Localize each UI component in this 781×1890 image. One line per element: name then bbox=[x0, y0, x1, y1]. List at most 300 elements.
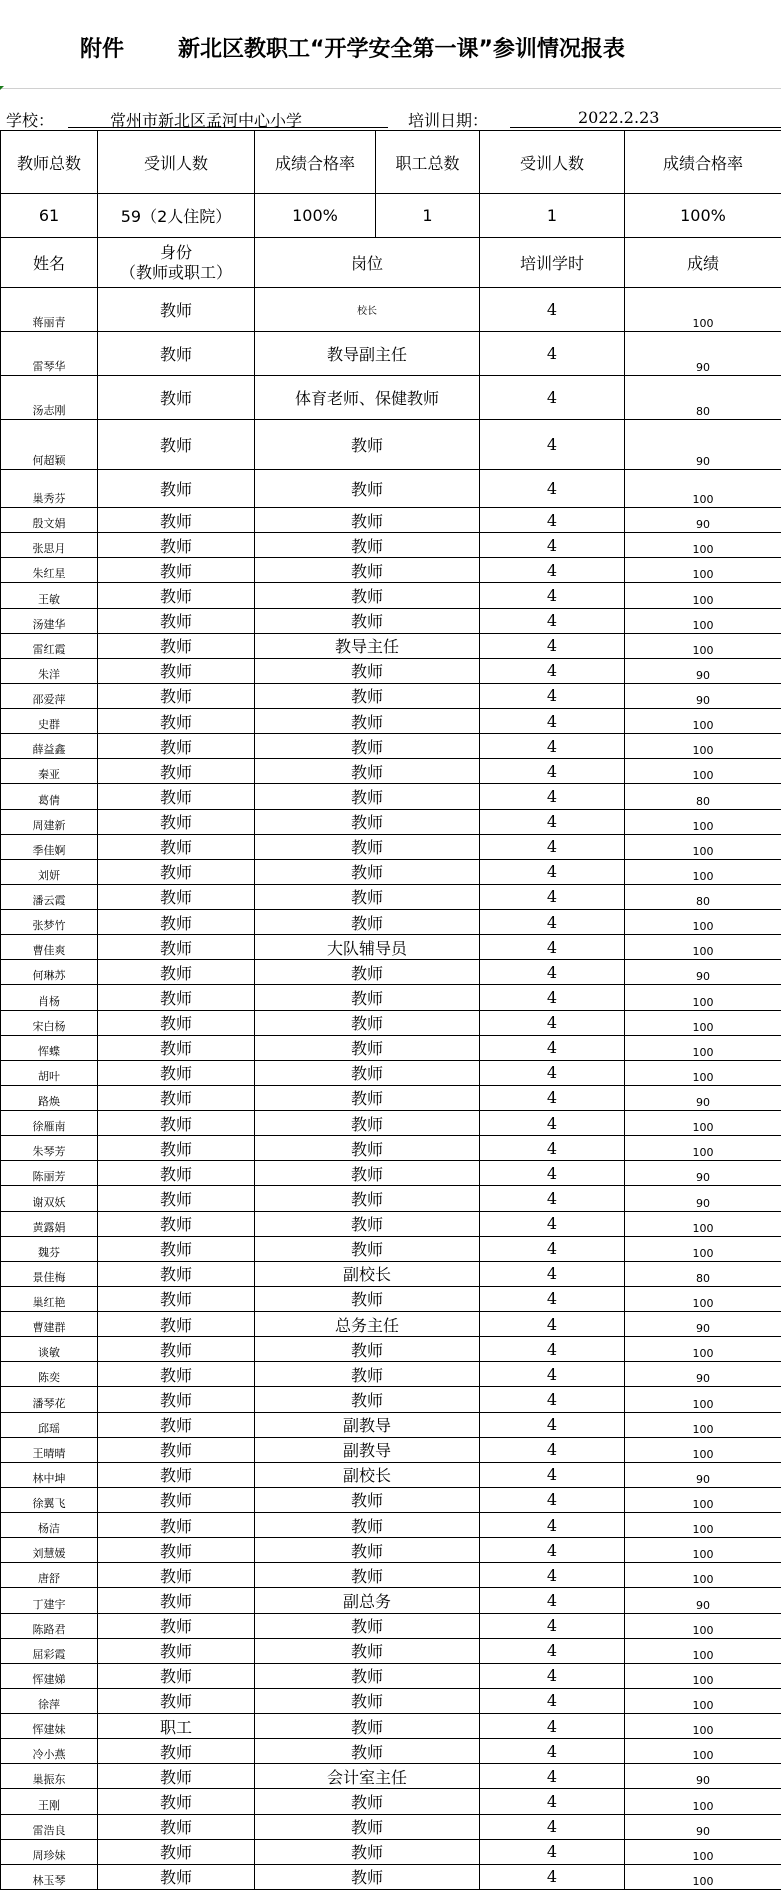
staff-score-cell bbox=[625, 859, 781, 884]
staff-name-cell bbox=[1, 1864, 98, 1889]
staff-name-cell-text: 谢双妖 bbox=[33, 1194, 66, 1211]
staff-row bbox=[1, 1010, 781, 1035]
staff-name-cell bbox=[1, 1663, 98, 1688]
staff-hours-cell: 4 bbox=[480, 376, 625, 420]
staff-identity-cell: 教师 bbox=[98, 1412, 255, 1437]
staff-score-cell-text: 100 bbox=[693, 996, 714, 1010]
staff-score-cell bbox=[625, 985, 781, 1010]
staff-post-cell: 教师 bbox=[255, 784, 480, 809]
staff-post-cell: 教师 bbox=[255, 1563, 480, 1588]
staff-score-cell bbox=[625, 1136, 781, 1161]
staff-name-cell bbox=[1, 1462, 98, 1487]
staff-score-cell-text: 100 bbox=[693, 1423, 714, 1437]
staff-score-cell-text: 100 bbox=[693, 744, 714, 758]
staff-identity-cell: 教师 bbox=[98, 420, 255, 470]
staff-score-cell-text: 100 bbox=[693, 1247, 714, 1261]
staff-row bbox=[1, 1789, 781, 1814]
staff-row bbox=[1, 1663, 781, 1688]
staff-score-cell-text: 100 bbox=[693, 568, 714, 582]
staff-hours-cell: 4 bbox=[480, 1839, 625, 1864]
staff-name-cell-text: 刘慧媛 bbox=[33, 1545, 66, 1562]
staff-score-cell-text: 100 bbox=[693, 1121, 714, 1135]
staff-name-cell bbox=[1, 1211, 98, 1236]
summary-header-cell: 受训人数 bbox=[480, 131, 625, 194]
staff-name-cell bbox=[1, 784, 98, 809]
staff-row bbox=[1, 1211, 781, 1236]
staff-hours-cell: 4 bbox=[480, 1688, 625, 1713]
staff-name-cell-text: 恽建妹 bbox=[33, 1721, 66, 1738]
staff-hours-cell: 4 bbox=[480, 834, 625, 859]
staff-score-cell-text: 100 bbox=[693, 1800, 714, 1814]
staff-name-cell-text: 周建新 bbox=[33, 817, 66, 834]
staff-hours-cell: 4 bbox=[480, 1387, 625, 1412]
staff-row bbox=[1, 1538, 781, 1563]
staff-score-cell bbox=[625, 809, 781, 834]
staff-name-cell bbox=[1, 1261, 98, 1286]
staff-score-cell-text: 90 bbox=[696, 970, 710, 984]
staff-identity-cell: 教师 bbox=[98, 1261, 255, 1286]
staff-score-cell-text: 80 bbox=[696, 1272, 710, 1286]
staff-name-cell-text: 史群 bbox=[38, 716, 60, 733]
staff-row bbox=[1, 420, 781, 470]
staff-hours-cell: 4 bbox=[480, 1035, 625, 1060]
staff-hours-cell: 4 bbox=[480, 734, 625, 759]
staff-identity-cell: 教师 bbox=[98, 734, 255, 759]
staff-score-cell bbox=[625, 1538, 781, 1563]
staff-score-cell-text: 100 bbox=[693, 1548, 714, 1562]
staff-row bbox=[1, 1513, 781, 1538]
staff-name-cell bbox=[1, 1186, 98, 1211]
staff-name-cell bbox=[1, 1563, 98, 1588]
score-column-header: 成绩 bbox=[625, 238, 781, 288]
staff-name-cell bbox=[1, 470, 98, 508]
staff-identity-cell: 教师 bbox=[98, 1739, 255, 1764]
staff-score-cell bbox=[625, 1764, 781, 1789]
staff-score-cell bbox=[625, 1161, 781, 1186]
staff-name-cell bbox=[1, 332, 98, 376]
staff-identity-cell: 教师 bbox=[98, 759, 255, 784]
staff-score-cell bbox=[625, 1437, 781, 1462]
staff-name-cell bbox=[1, 1538, 98, 1563]
staff-post-cell: 教师 bbox=[255, 470, 480, 508]
staff-score-cell bbox=[625, 910, 781, 935]
staff-name-cell-text: 陈奕 bbox=[38, 1369, 60, 1386]
summary-header-cell: 职工总数 bbox=[376, 131, 480, 194]
staff-name-cell-text: 丁建宇 bbox=[33, 1596, 66, 1613]
staff-post-cell: 教师 bbox=[255, 1638, 480, 1663]
staff-hours-cell: 4 bbox=[480, 784, 625, 809]
staff-name-cell bbox=[1, 533, 98, 558]
staff-name-cell-text: 葛倩 bbox=[38, 792, 60, 809]
staff-row bbox=[1, 633, 781, 658]
staff-name-cell bbox=[1, 960, 98, 985]
staff-post-cell: 教师 bbox=[255, 1236, 480, 1261]
staff-score-cell-text: 100 bbox=[693, 1146, 714, 1160]
staff-post-cell: 教师 bbox=[255, 910, 480, 935]
staff-score-cell bbox=[625, 1487, 781, 1512]
staff-score-cell-text: 100 bbox=[693, 1875, 714, 1889]
staff-name-cell-text: 潘云霞 bbox=[33, 892, 66, 909]
staff-name-cell bbox=[1, 884, 98, 909]
staff-row bbox=[1, 1814, 781, 1839]
staff-score-cell-text: 90 bbox=[696, 361, 710, 375]
staff-name-cell bbox=[1, 1010, 98, 1035]
staff-name-cell bbox=[1, 834, 98, 859]
staff-post-cell: 教师 bbox=[255, 759, 480, 784]
staff-post-cell: 教师 bbox=[255, 834, 480, 859]
staff-name-cell-text: 屈彩霞 bbox=[33, 1646, 66, 1663]
staff-row bbox=[1, 1487, 781, 1512]
staff-name-cell-text: 张思月 bbox=[33, 540, 66, 557]
staff-row bbox=[1, 759, 781, 784]
summary-value-cell: 59（2人住院） bbox=[98, 194, 255, 238]
staff-name-cell-text: 邵爱萍 bbox=[33, 691, 66, 708]
staff-hours-cell: 4 bbox=[480, 910, 625, 935]
staff-row bbox=[1, 960, 781, 985]
staff-score-cell bbox=[625, 1412, 781, 1437]
staff-row bbox=[1, 1462, 781, 1487]
staff-score-cell bbox=[625, 1688, 781, 1713]
staff-hours-cell: 4 bbox=[480, 332, 625, 376]
staff-name-cell bbox=[1, 1487, 98, 1512]
staff-score-cell-text: 90 bbox=[696, 1197, 710, 1211]
staff-name-cell-text: 巢红艳 bbox=[33, 1294, 66, 1311]
attachment-label: 附件 bbox=[80, 32, 124, 63]
staff-hours-cell: 4 bbox=[480, 1060, 625, 1085]
identity-header-line2: （教师或职工） bbox=[98, 263, 254, 283]
summary-value-cell: 100% bbox=[625, 194, 781, 238]
staff-score-cell bbox=[625, 1588, 781, 1613]
staff-hours-cell: 4 bbox=[480, 1638, 625, 1663]
staff-row bbox=[1, 709, 781, 734]
staff-identity-cell: 教师 bbox=[98, 533, 255, 558]
staff-score-cell bbox=[625, 608, 781, 633]
name-column-header: 姓名 bbox=[1, 238, 98, 288]
staff-score-cell bbox=[625, 935, 781, 960]
staff-identity-cell: 教师 bbox=[98, 332, 255, 376]
staff-hours-cell: 4 bbox=[480, 583, 625, 608]
staff-post-cell: 教师 bbox=[255, 1714, 480, 1739]
staff-name-cell bbox=[1, 1437, 98, 1462]
staff-row bbox=[1, 884, 781, 909]
staff-name-cell-text: 雷浩良 bbox=[33, 1822, 66, 1839]
staff-score-cell-text: 100 bbox=[693, 1724, 714, 1738]
staff-hours-cell: 4 bbox=[480, 633, 625, 658]
staff-name-cell-text: 胡叶 bbox=[38, 1068, 60, 1085]
staff-identity-cell: 教师 bbox=[98, 1764, 255, 1789]
staff-row bbox=[1, 1739, 781, 1764]
staff-score-cell bbox=[625, 709, 781, 734]
staff-hours-cell: 4 bbox=[480, 709, 625, 734]
staff-identity-cell: 教师 bbox=[98, 1638, 255, 1663]
staff-identity-cell: 教师 bbox=[98, 1437, 255, 1462]
staff-score-cell bbox=[625, 1663, 781, 1688]
staff-hours-cell: 4 bbox=[480, 1487, 625, 1512]
staff-hours-cell: 4 bbox=[480, 658, 625, 683]
staff-post-cell: 教师 bbox=[255, 1789, 480, 1814]
staff-identity-cell: 教师 bbox=[98, 1688, 255, 1713]
staff-row bbox=[1, 1035, 781, 1060]
staff-identity-cell: 教师 bbox=[98, 633, 255, 658]
staff-hours-cell: 4 bbox=[480, 1362, 625, 1387]
staff-score-cell-text: 100 bbox=[693, 1573, 714, 1587]
staff-post-cell: 教师 bbox=[255, 859, 480, 884]
staff-hours-cell: 4 bbox=[480, 1513, 625, 1538]
staff-hours-cell: 4 bbox=[480, 1136, 625, 1161]
staff-post-cell: 体育老师、保健教师 bbox=[255, 376, 480, 420]
staff-hours-cell: 4 bbox=[480, 1161, 625, 1186]
staff-identity-cell: 教师 bbox=[98, 1814, 255, 1839]
staff-hours-cell: 4 bbox=[480, 683, 625, 708]
staff-identity-cell: 教师 bbox=[98, 683, 255, 708]
report-title: 新北区教职工“开学安全第一课”参训情况报表 bbox=[178, 32, 625, 63]
staff-score-cell-text: 100 bbox=[693, 1674, 714, 1688]
staff-identity-cell: 教师 bbox=[98, 583, 255, 608]
staff-post-cell: 教师 bbox=[255, 508, 480, 533]
staff-identity-cell: 职工 bbox=[98, 1714, 255, 1739]
staff-score-cell bbox=[625, 1839, 781, 1864]
staff-identity-cell: 教师 bbox=[98, 1462, 255, 1487]
staff-name-cell bbox=[1, 759, 98, 784]
staff-identity-cell: 教师 bbox=[98, 1613, 255, 1638]
staff-identity-cell: 教师 bbox=[98, 1186, 255, 1211]
staff-name-cell-text: 汤志刚 bbox=[33, 402, 66, 419]
staff-name-cell-text: 雷红霞 bbox=[33, 641, 66, 658]
staff-name-cell-text: 蒋丽青 bbox=[33, 314, 66, 331]
staff-post-cell: 教师 bbox=[255, 1688, 480, 1713]
staff-name-cell bbox=[1, 508, 98, 533]
staff-post-cell: 教导副主任 bbox=[255, 332, 480, 376]
staff-name-cell-text: 薛益鑫 bbox=[33, 741, 66, 758]
staff-name-cell-text: 徐雁南 bbox=[33, 1118, 66, 1135]
staff-hours-cell: 4 bbox=[480, 1588, 625, 1613]
staff-name-cell-text: 恽建娣 bbox=[33, 1671, 66, 1688]
staff-score-cell bbox=[625, 884, 781, 909]
staff-post-cell: 教师 bbox=[255, 420, 480, 470]
staff-name-cell-text: 王敏 bbox=[38, 591, 60, 608]
staff-name-cell bbox=[1, 1764, 98, 1789]
staff-hours-cell: 4 bbox=[480, 1337, 625, 1362]
summary-value-cell: 61 bbox=[1, 194, 98, 238]
staff-score-cell bbox=[625, 288, 781, 332]
staff-hours-cell: 4 bbox=[480, 1236, 625, 1261]
staff-name-cell bbox=[1, 1085, 98, 1110]
staff-post-cell: 教师 bbox=[255, 1337, 480, 1362]
staff-name-cell-text: 王刚 bbox=[38, 1797, 60, 1814]
staff-identity-cell: 教师 bbox=[98, 960, 255, 985]
staff-score-cell bbox=[625, 633, 781, 658]
staff-post-cell: 大队辅导员 bbox=[255, 935, 480, 960]
staff-score-cell-text: 100 bbox=[693, 1850, 714, 1864]
staff-row bbox=[1, 1688, 781, 1713]
staff-name-cell-text: 潘琴花 bbox=[33, 1395, 66, 1412]
staff-name-cell bbox=[1, 1814, 98, 1839]
staff-name-cell bbox=[1, 1839, 98, 1864]
cell-corner-marker bbox=[0, 86, 4, 90]
staff-row bbox=[1, 935, 781, 960]
staff-score-cell-text: 90 bbox=[696, 518, 710, 532]
staff-hours-cell: 4 bbox=[480, 759, 625, 784]
staff-name-cell bbox=[1, 376, 98, 420]
staff-identity-cell: 教师 bbox=[98, 1337, 255, 1362]
staff-row bbox=[1, 1186, 781, 1211]
staff-post-cell: 教师 bbox=[255, 1663, 480, 1688]
staff-row bbox=[1, 834, 781, 859]
staff-identity-cell: 教师 bbox=[98, 1010, 255, 1035]
staff-name-cell-text: 何超颖 bbox=[33, 452, 66, 469]
date-underline bbox=[510, 127, 781, 128]
staff-row bbox=[1, 583, 781, 608]
staff-post-cell: 教师 bbox=[255, 1513, 480, 1538]
staff-name-cell-text: 雷琴华 bbox=[33, 358, 66, 375]
staff-hours-cell: 4 bbox=[480, 985, 625, 1010]
staff-row bbox=[1, 1412, 781, 1437]
staff-hours-cell: 4 bbox=[480, 1010, 625, 1035]
staff-hours-cell: 4 bbox=[480, 1186, 625, 1211]
staff-post-cell: 教师 bbox=[255, 709, 480, 734]
staff-identity-cell: 教师 bbox=[98, 784, 255, 809]
staff-score-cell-text: 100 bbox=[693, 945, 714, 959]
staff-post-cell: 教师 bbox=[255, 658, 480, 683]
staff-identity-cell: 教师 bbox=[98, 1161, 255, 1186]
staff-post-cell: 副总务 bbox=[255, 1588, 480, 1613]
staff-hours-cell: 4 bbox=[480, 470, 625, 508]
staff-score-cell-text: 100 bbox=[693, 719, 714, 733]
staff-name-cell-text: 黄露娟 bbox=[33, 1219, 66, 1236]
staff-post-cell: 教师 bbox=[255, 1085, 480, 1110]
staff-score-cell-text: 100 bbox=[693, 769, 714, 783]
staff-post-cell: 教师 bbox=[255, 809, 480, 834]
staff-name-cell-text: 巢振东 bbox=[33, 1771, 66, 1788]
staff-post-cell: 教师 bbox=[255, 533, 480, 558]
staff-score-cell-text: 100 bbox=[693, 1498, 714, 1512]
staff-score-cell-text: 100 bbox=[693, 1297, 714, 1311]
staff-hours-cell: 4 bbox=[480, 1261, 625, 1286]
summary-value-row bbox=[1, 194, 781, 238]
staff-name-cell bbox=[1, 910, 98, 935]
staff-hours-cell: 4 bbox=[480, 1211, 625, 1236]
staff-post-cell: 教师 bbox=[255, 1362, 480, 1387]
staff-name-cell bbox=[1, 558, 98, 583]
staff-post-cell: 教师 bbox=[255, 1739, 480, 1764]
staff-name-cell-text: 曹佳爽 bbox=[33, 942, 66, 959]
staff-post-cell: 教师 bbox=[255, 1286, 480, 1311]
staff-name-cell bbox=[1, 1387, 98, 1412]
staff-name-cell bbox=[1, 1286, 98, 1311]
staff-identity-cell: 教师 bbox=[98, 1035, 255, 1060]
staff-name-cell bbox=[1, 583, 98, 608]
staff-name-cell-text: 朱洋 bbox=[38, 666, 60, 683]
staff-hours-cell: 4 bbox=[480, 884, 625, 909]
staff-score-cell bbox=[625, 1010, 781, 1035]
staff-score-cell bbox=[625, 470, 781, 508]
staff-score-cell bbox=[625, 1035, 781, 1060]
staff-name-cell-text: 林中坤 bbox=[33, 1470, 66, 1487]
staff-score-cell-text: 90 bbox=[696, 1473, 710, 1487]
staff-identity-cell: 教师 bbox=[98, 1236, 255, 1261]
staff-name-cell-text: 恽蝶 bbox=[38, 1043, 60, 1060]
staff-post-cell: 教师 bbox=[255, 1161, 480, 1186]
staff-post-cell: 教师 bbox=[255, 985, 480, 1010]
staff-hours-cell: 4 bbox=[480, 1764, 625, 1789]
staff-hours-cell: 4 bbox=[480, 935, 625, 960]
staff-name-cell bbox=[1, 1035, 98, 1060]
staff-identity-cell: 教师 bbox=[98, 376, 255, 420]
staff-post-cell: 副校长 bbox=[255, 1462, 480, 1487]
staff-score-cell bbox=[625, 420, 781, 470]
staff-name-cell-text: 唐舒 bbox=[38, 1570, 60, 1587]
staff-hours-cell: 4 bbox=[480, 508, 625, 533]
report-table bbox=[0, 130, 781, 1890]
staff-score-cell-text: 100 bbox=[693, 1699, 714, 1713]
staff-name-cell-text: 景佳梅 bbox=[33, 1269, 66, 1286]
staff-name-cell bbox=[1, 608, 98, 633]
staff-score-cell bbox=[625, 784, 781, 809]
staff-name-cell-text: 魏芬 bbox=[38, 1244, 60, 1261]
staff-name-cell-text: 林玉琴 bbox=[33, 1872, 66, 1889]
staff-name-cell bbox=[1, 1236, 98, 1261]
hours-column-header: 培训学时 bbox=[480, 238, 625, 288]
staff-name-cell bbox=[1, 683, 98, 708]
staff-hours-cell: 4 bbox=[480, 859, 625, 884]
staff-score-cell bbox=[625, 1312, 781, 1337]
staff-score-cell bbox=[625, 1387, 781, 1412]
staff-row bbox=[1, 1362, 781, 1387]
staff-row bbox=[1, 1085, 781, 1110]
staff-name-cell-text: 邱瑶 bbox=[38, 1420, 60, 1437]
staff-score-cell bbox=[625, 759, 781, 784]
staff-name-cell bbox=[1, 420, 98, 470]
staff-score-cell-text: 100 bbox=[693, 1071, 714, 1085]
staff-row bbox=[1, 558, 781, 583]
staff-score-cell bbox=[625, 1789, 781, 1814]
staff-row bbox=[1, 1864, 781, 1889]
staff-post-cell: 教师 bbox=[255, 1010, 480, 1035]
staff-row bbox=[1, 1437, 781, 1462]
staff-score-cell bbox=[625, 332, 781, 376]
staff-name-cell-text: 杨洁 bbox=[38, 1520, 60, 1537]
staff-post-cell: 教师 bbox=[255, 734, 480, 759]
staff-score-cell-text: 100 bbox=[693, 820, 714, 834]
staff-post-cell: 教师 bbox=[255, 1538, 480, 1563]
staff-identity-cell: 教师 bbox=[98, 1387, 255, 1412]
summary-header-cell: 受训人数 bbox=[98, 131, 255, 194]
staff-identity-cell: 教师 bbox=[98, 834, 255, 859]
staff-hours-cell: 4 bbox=[480, 1538, 625, 1563]
staff-hours-cell: 4 bbox=[480, 809, 625, 834]
staff-score-cell bbox=[625, 1563, 781, 1588]
staff-hours-cell: 4 bbox=[480, 1111, 625, 1136]
staff-identity-cell: 教师 bbox=[98, 809, 255, 834]
staff-score-cell bbox=[625, 1613, 781, 1638]
staff-row bbox=[1, 784, 781, 809]
staff-post-cell: 会计室主任 bbox=[255, 1764, 480, 1789]
staff-row bbox=[1, 1764, 781, 1789]
staff-hours-cell: 4 bbox=[480, 960, 625, 985]
staff-row bbox=[1, 608, 781, 633]
staff-score-cell-text: 100 bbox=[693, 1624, 714, 1638]
staff-score-cell-text: 100 bbox=[693, 493, 714, 507]
staff-score-cell bbox=[625, 683, 781, 708]
staff-score-cell bbox=[625, 1362, 781, 1387]
staff-post-cell: 教师 bbox=[255, 558, 480, 583]
staff-post-cell: 教师 bbox=[255, 960, 480, 985]
staff-score-cell bbox=[625, 1186, 781, 1211]
staff-row bbox=[1, 683, 781, 708]
staff-name-cell-text: 何琳苏 bbox=[33, 967, 66, 984]
staff-identity-cell: 教师 bbox=[98, 1563, 255, 1588]
staff-score-cell-text: 100 bbox=[693, 1523, 714, 1537]
